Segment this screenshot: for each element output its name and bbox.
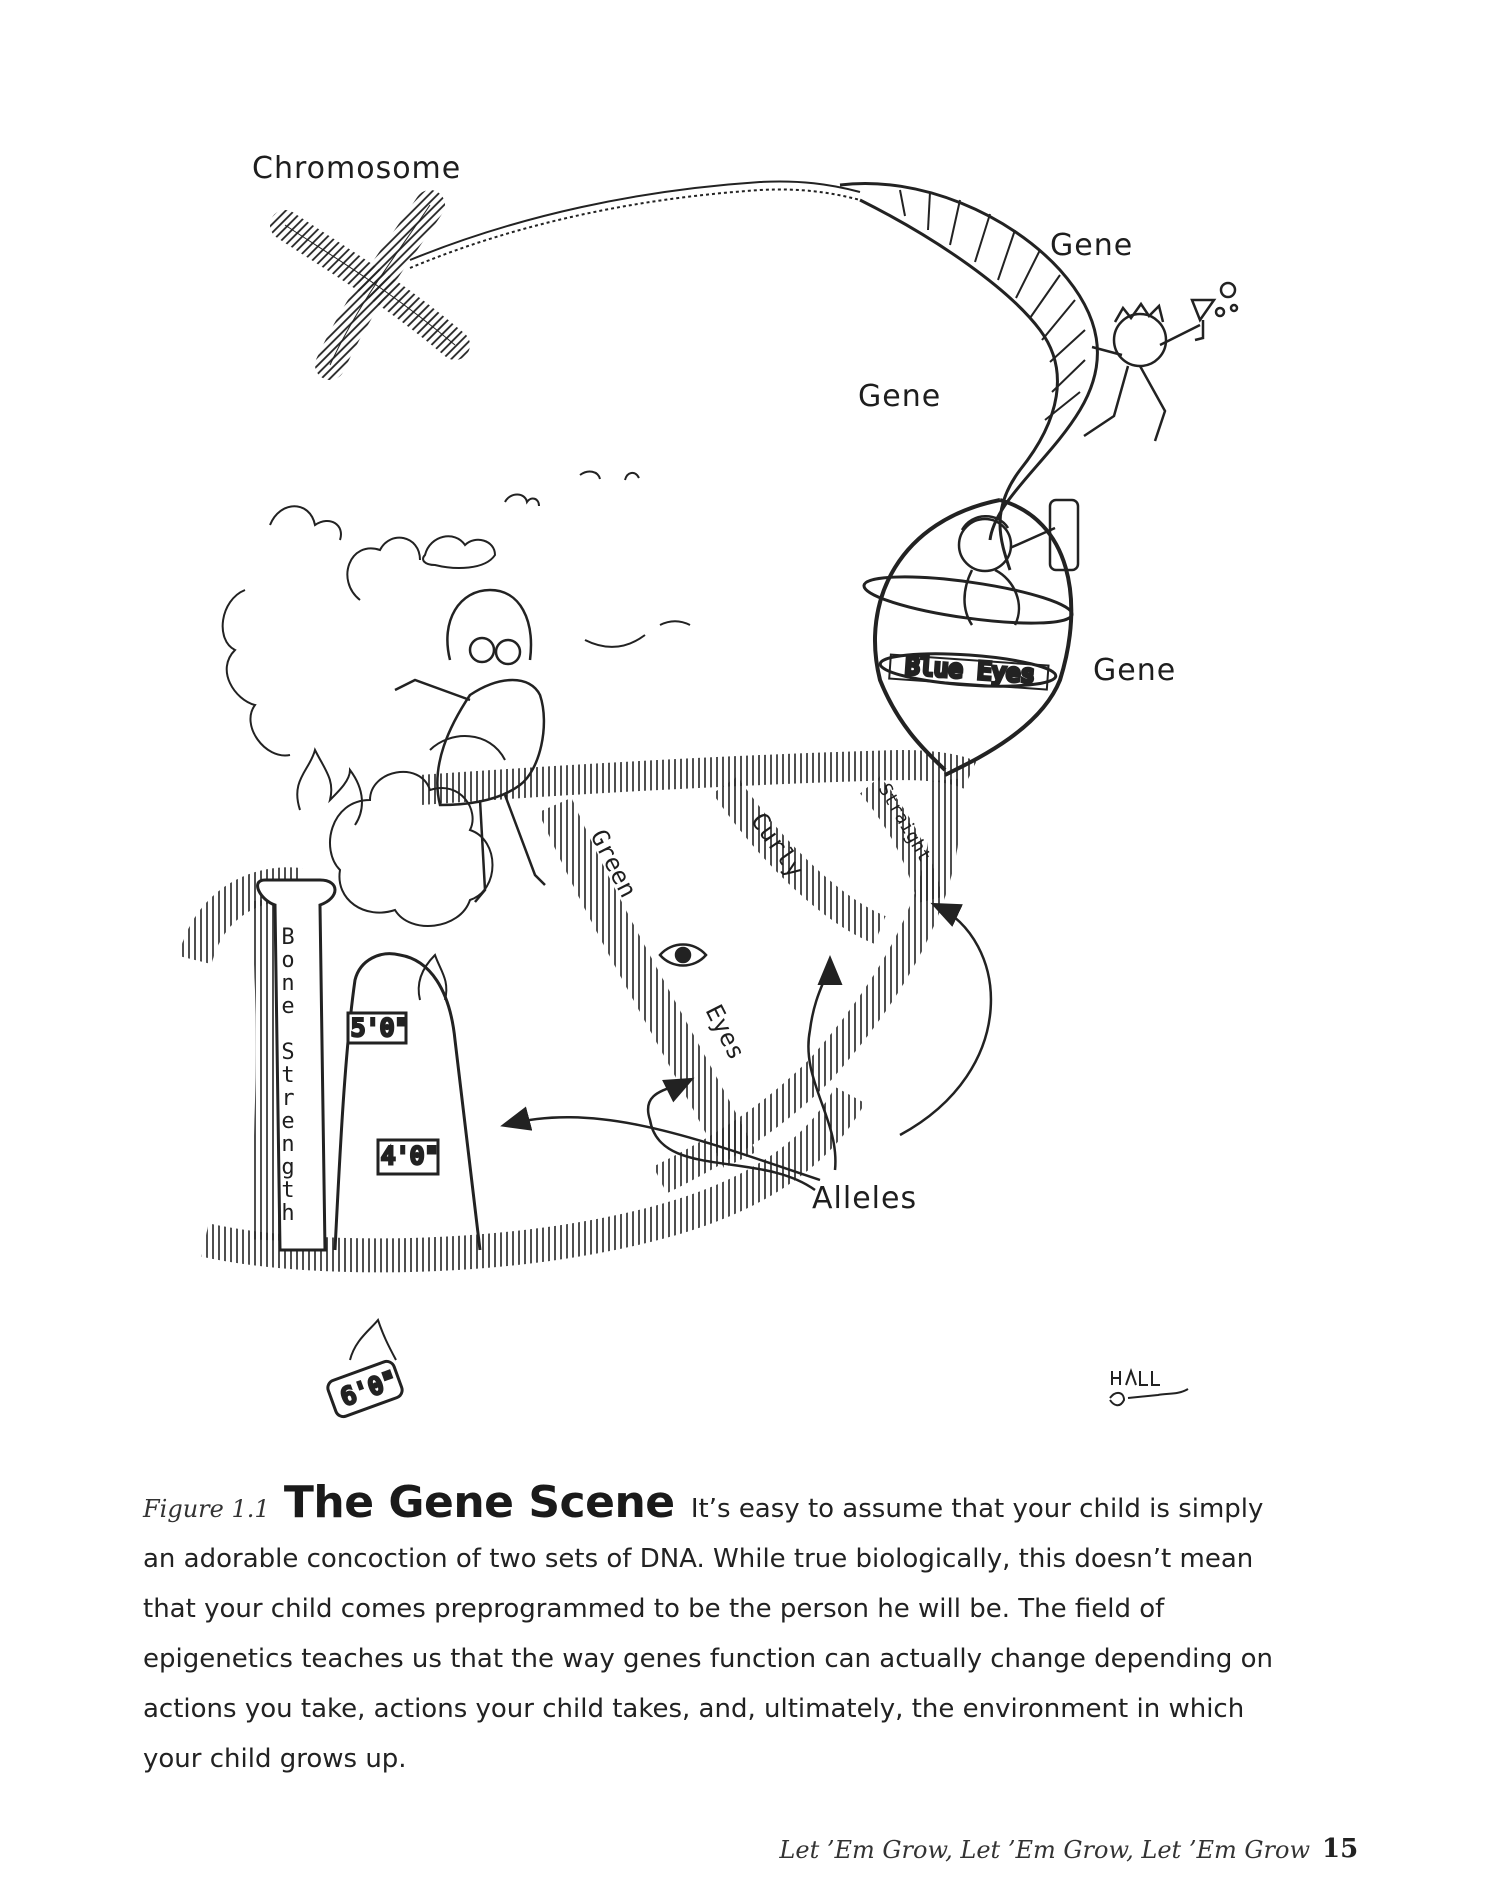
height-4-label: 4'0" bbox=[381, 1142, 439, 1170]
curly-label: Curly bbox=[745, 807, 810, 883]
height-6-label: 6'0" bbox=[337, 1365, 401, 1412]
figure-caption bbox=[143, 1478, 1303, 1784]
alleles-label: Alleles bbox=[812, 1181, 918, 1216]
signature-icon bbox=[1110, 1371, 1188, 1405]
height-post-icon bbox=[335, 954, 480, 1250]
page-number: 15 bbox=[1322, 1834, 1359, 1864]
straight-label: Straight bbox=[873, 780, 936, 866]
bone-strength-label: Bone Strength bbox=[275, 925, 301, 1224]
gene-bulb-icon bbox=[862, 500, 1075, 775]
dna-strand-icon bbox=[410, 181, 860, 268]
gene-right-label: Gene bbox=[1093, 653, 1177, 688]
blue-eyes-label: Blue Eyes bbox=[904, 651, 1036, 689]
woman-smoking-icon bbox=[395, 590, 545, 902]
chromosome-label: Chromosome bbox=[252, 151, 462, 186]
eye-icon bbox=[660, 945, 706, 966]
chromosome-icon bbox=[285, 205, 455, 365]
gene-middle-label: Gene bbox=[858, 379, 942, 414]
height-5-label: 5'0" bbox=[351, 1014, 409, 1042]
green-label: Green bbox=[584, 825, 643, 903]
falling-sign-icon bbox=[326, 1320, 405, 1419]
gene-top-label: Gene bbox=[1050, 228, 1134, 263]
figure-label: Figure 1.1 bbox=[143, 1495, 270, 1523]
child-with-drink-icon bbox=[1084, 283, 1237, 441]
caption-body: It’s easy to assume that your child is simply an adorable concoction of two sets of DNA. While true biologically, this doesn’t mean that your child comes preprogrammed to be the person he will be. The field of epigenetics teaches us that the way genes function can actually change depending on actions you take, actions your child takes, and, ultimately, the environment in which your child grows up. bbox=[143, 1494, 1274, 1774]
eyes-label: Eyes bbox=[699, 1000, 751, 1065]
figure-title: The Gene Scene bbox=[283, 1477, 675, 1528]
running-title: Let ’Em Grow, Let ’Em Grow, Let ’Em Grow bbox=[779, 1836, 1310, 1864]
child-sitting-icon bbox=[959, 500, 1078, 625]
